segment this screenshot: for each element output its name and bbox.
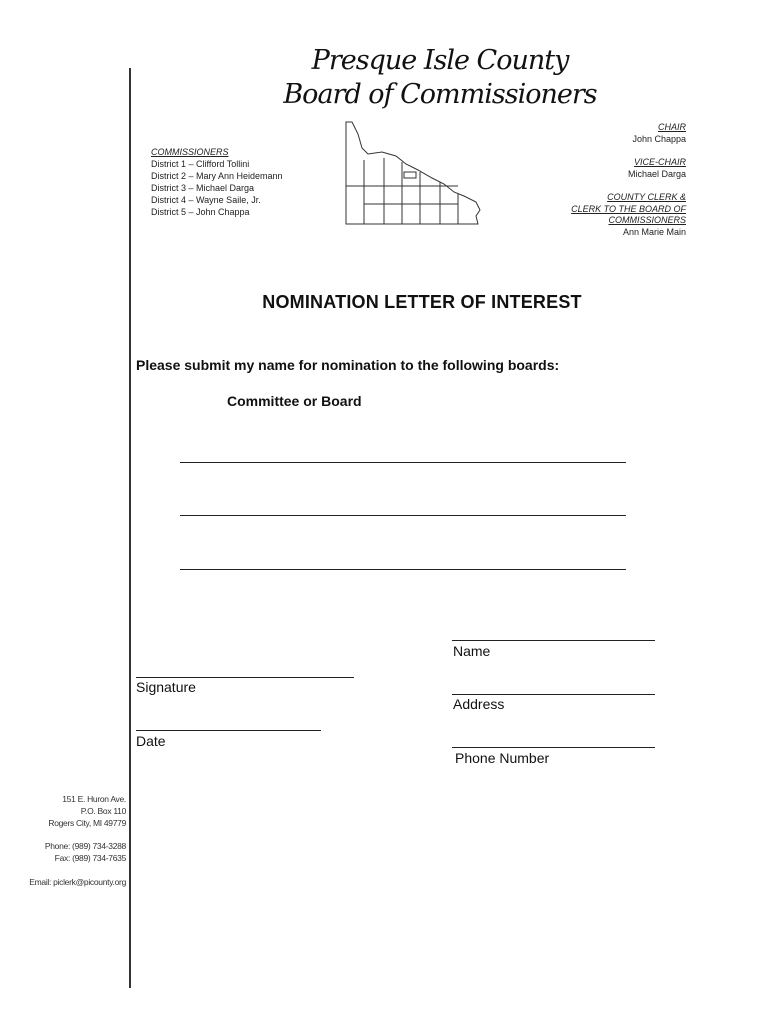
email-block xyxy=(29,876,126,888)
commissioners-heading: COMMISSIONERS xyxy=(151,147,229,157)
address-line[interactable] xyxy=(452,694,655,695)
district-5: District 5 – John Chappa xyxy=(151,207,250,217)
clerk-role-line3: COMMISSIONERS xyxy=(608,215,686,225)
clerk-role-line2: CLERK TO THE BOARD OF xyxy=(571,203,686,214)
margin-rule xyxy=(129,68,131,988)
email: Email: piclerk@picounty.org xyxy=(29,877,126,887)
city: Rogers City, MI 49779 xyxy=(48,818,126,828)
board-title: Board of Commissioners xyxy=(283,79,597,110)
po-box: P.O. Box 110 xyxy=(80,806,126,816)
nomination-prompt: Please submit my name for nomination to the following boards: xyxy=(136,357,560,373)
commissioners-list xyxy=(151,146,283,218)
name-line[interactable] xyxy=(452,640,655,641)
board-line-2[interactable] xyxy=(180,515,626,516)
chair-name: John Chappa xyxy=(632,133,686,144)
address-label: Address xyxy=(453,696,505,712)
fax: Fax: (989) 734-7635 xyxy=(54,853,126,863)
district-2: District 2 – Mary Ann Heidemann xyxy=(151,171,283,181)
board-line-1[interactable] xyxy=(180,462,626,463)
chair-role: CHAIR xyxy=(657,122,686,132)
date-label: Date xyxy=(136,733,166,749)
clerk-name: Ann Marie Main xyxy=(622,226,686,237)
officers-list xyxy=(571,122,686,238)
district-4: District 4 – Wayne Saile, Jr. xyxy=(151,195,261,205)
name-label: Name xyxy=(453,643,491,659)
phone-line[interactable] xyxy=(452,747,655,748)
board-line-3[interactable] xyxy=(180,569,626,570)
clerk-role-line1: COUNTY CLERK & xyxy=(607,192,686,202)
district-3: District 3 – Michael Darga xyxy=(151,183,255,193)
vice-chair-role: VICE-CHAIR xyxy=(633,157,686,167)
form-heading: NOMINATION LETTER OF INTEREST xyxy=(262,292,582,312)
signature-line[interactable] xyxy=(136,677,354,678)
phone-label: Phone Number xyxy=(455,750,550,766)
district-1: District 1 – Clifford Tollini xyxy=(151,159,250,169)
phone-block xyxy=(45,840,126,864)
date-line[interactable] xyxy=(136,730,321,731)
county-map xyxy=(344,120,484,228)
vice-chair-name: Michael Darga xyxy=(627,168,686,179)
phone: Phone: (989) 734-3288 xyxy=(44,841,126,851)
street: 151 E. Huron Ave. xyxy=(62,794,126,804)
county-title: Presque Isle County xyxy=(311,45,569,76)
committee-label: Committee or Board xyxy=(227,393,362,409)
address-block xyxy=(48,793,126,829)
signature-label: Signature xyxy=(136,679,196,695)
